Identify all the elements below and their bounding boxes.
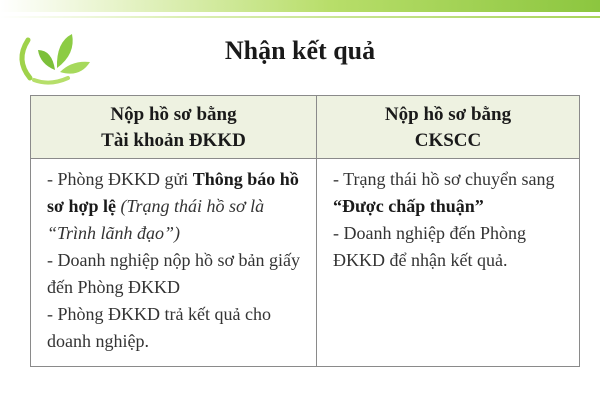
right-item-1-bold: “Được chấp thuận” xyxy=(333,196,484,216)
left-item-1-bold: Thông báo hồ sơ hợp lệ xyxy=(47,169,299,216)
header-ckscc-line2: CKSCC xyxy=(414,130,482,151)
right-item-1 xyxy=(333,166,579,220)
right-item-1-text: - Trạng thái hồ sơ chuyển sang xyxy=(333,169,555,189)
cell-ckscc-method xyxy=(333,166,579,274)
left-item-3: - Phòng ĐKKD trả kết quả cho doanh nghiệp. xyxy=(47,304,271,351)
right-item-2: - Doanh nghiệp đến Phòng ĐKKD để nhận kết quả. xyxy=(333,223,526,270)
header-ckscc-method xyxy=(317,102,579,154)
header-account-line1: Nộp hồ sơ bằng xyxy=(110,104,237,125)
left-item-1 xyxy=(47,166,309,247)
page-title: Nhận kết quả xyxy=(224,36,376,65)
header-account-method xyxy=(31,102,316,154)
header-ckscc-line1: Nộp hồ sơ bằng xyxy=(384,104,512,125)
left-item-2: - Doanh nghiệp nộp hồ sơ bản giấy đến Phòng ĐKKD xyxy=(47,250,300,297)
comparison-table xyxy=(30,95,580,367)
cell-account-method xyxy=(47,166,309,355)
left-item-1-text: - Phòng ĐKKD gửi xyxy=(47,169,193,189)
left-item-1-italic: (Trạng thái hồ sơ là “Trình lãnh đạo”) xyxy=(47,196,265,243)
top-decoration-line xyxy=(0,16,600,18)
header-account-line2: Tài khoản ĐKKD xyxy=(101,130,246,151)
top-decoration-bar xyxy=(0,0,600,12)
